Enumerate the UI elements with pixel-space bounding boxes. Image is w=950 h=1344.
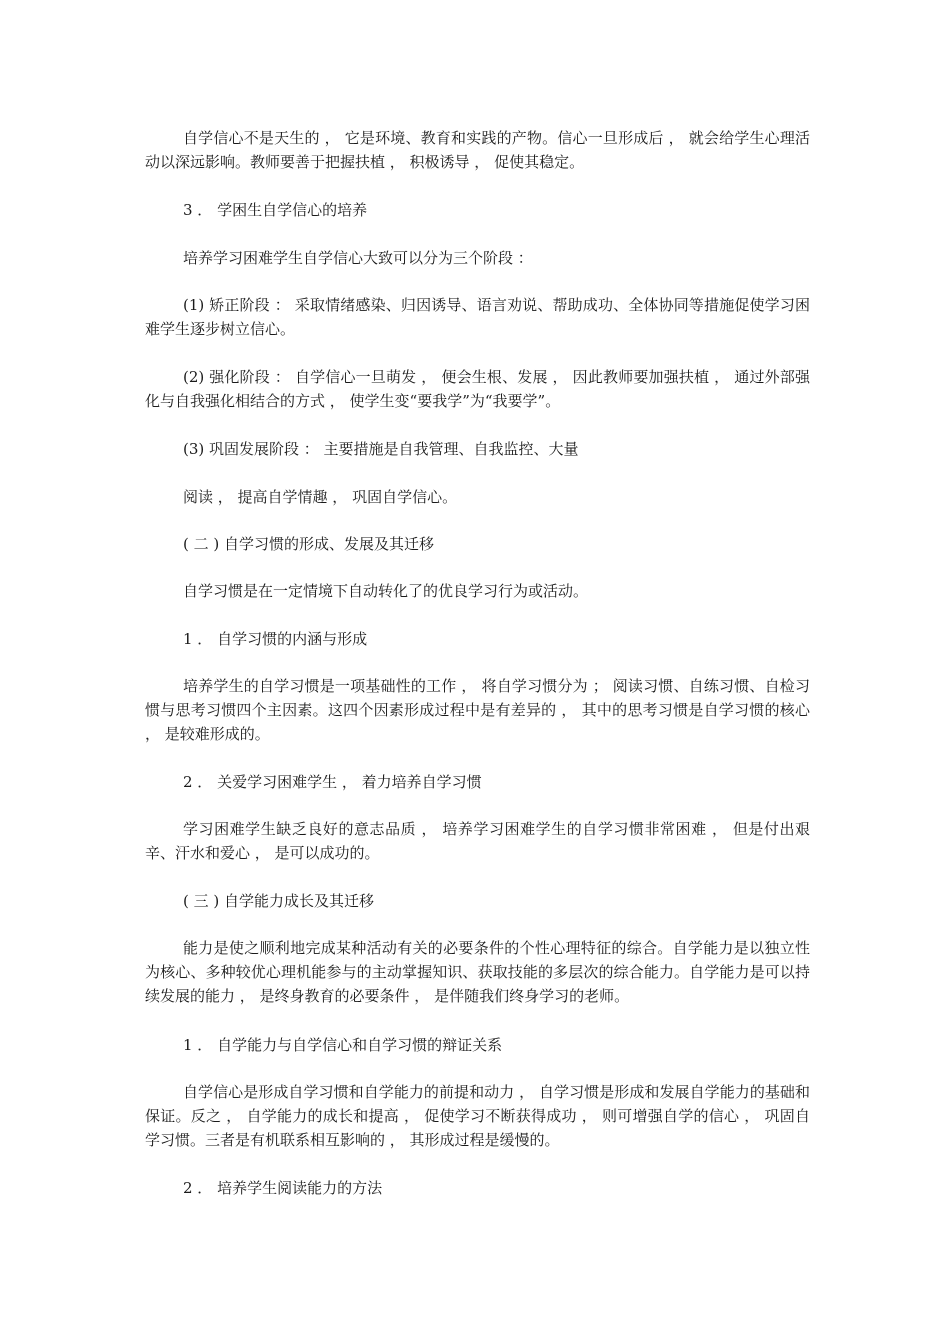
heading-section-3: 3 ． 学困生自学信心的培养 (183, 201, 368, 219)
paragraph-three-stages-intro: 培养学习困难学生自学信心大致可以分为三个阶段 ： (183, 249, 533, 267)
paragraph-habit-definition: 自学习惯是在一定情境下自动转化了的优良学习行为或活动。 (183, 582, 589, 600)
paragraph-self-confidence-origin: 自学信心不是天生的 ， 它是环境、教育和实践的产物。信心一旦形成后 ， 就会给学生心理活动以深远影响。教师要善于把握扶植 ， 积极诱导 ， 促使其稳定。 (145, 129, 810, 171)
paragraph-will-quality: 学习困难学生缺乏良好的意志品质 ， 培养学习困难学生的自学习惯非常困难 ， 但是付出艰辛、汗水和爱心 ， 是可以成功的。 (145, 820, 810, 862)
heading-section-1-habit: 1 ． 自学习惯的内涵与形成 (183, 630, 368, 648)
heading-section-three: ( 三 ) 自学能力成长及其迁移 (183, 892, 375, 910)
heading-section-2-reading: 2 ． 培养学生阅读能力的方法 (183, 1179, 383, 1197)
paragraph-habit-factors: 培养学生的自学习惯是一项基础性的工作 ， 将自学习惯分为 ； 阅读习惯、自练习惯、自检习惯与思考习惯四个主因素。这四个因素形成过程中是有差异的 ， 其中的思考习惯是自学习惯的核心 ， 是较难形成的。 (145, 677, 810, 743)
paragraph-stage-3-continued: 阅读 ， 提高自学情趣 ， 巩固自学信心。 (183, 488, 458, 506)
heading-section-1-relation: 1 ． 自学能力与自学信心和自学习惯的辩证关系 (183, 1036, 503, 1054)
paragraph-ability-definition: 能力是使之顺利地完成某种活动有关的必要条件的个性心理特征的综合。自学能力是以独立性为核心、多种较优心理机能参与的主动掌握知识、获取技能的多层次的综合能力。自学能力是可以持续发展的能力 ， 是终身教育的必要条件 ， 是伴随我们终身学习的老师。 (145, 939, 810, 1005)
heading-section-two: ( 二 ) 自学习惯的形成、发展及其迁移 (183, 535, 435, 553)
paragraph-stage-1: (1) 矫正阶段 ： 采取情绪感染、归因诱导、语言劝说、帮助成功、全体协同等措施促使学习困难学生逐步树立信心。 (145, 296, 810, 338)
heading-section-2-care: 2 ． 关爱学习困难学生 ， 着力培养自学习惯 (183, 773, 482, 791)
paragraph-relation-detail: 自学信心是形成自学习惯和自学能力的前提和动力 ， 自学习惯是形成和发展自学能力的基础和保证。反之 ， 自学能力的成长和提高 ， 促使学习不断获得成功 ， 则可增强自学的信心 ， 巩固自学习惯。三者是有机联系相互影响的 ， 其形成过程是缓慢的。 (145, 1083, 810, 1149)
paragraph-stage-2: (2) 强化阶段 ： 自学信心一旦萌发 ， 便会生根、发展 ， 因此教师要加强扶植 ， 通过外部强化与自我强化相结合的方式 ， 使学生变“要我学”为“我要学”。 (145, 368, 810, 410)
paragraph-stage-3: (3) 巩固发展阶段 ： 主要措施是自我管理、自我监控、大量 (183, 440, 579, 458)
